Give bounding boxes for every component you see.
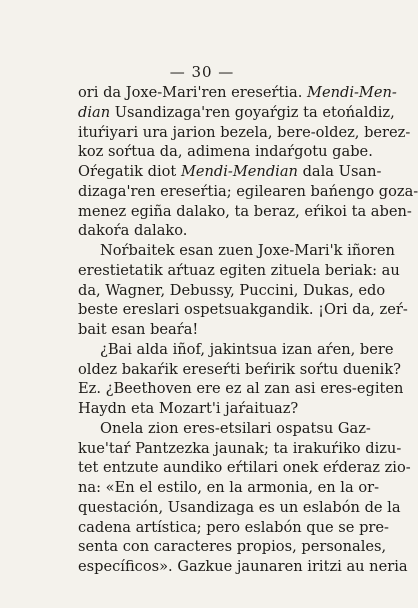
text-line: ituŕiyari ura jarion bezela, bere-oldez, berez- [78,123,411,141]
text-line: cadena artística; pero eslabón que se pre- [78,518,389,536]
text-line: específicos». Gazkue jaunaren iritzi au neria [78,558,408,575]
text-line: dakoŕa dalako. [78,222,188,240]
text-line: menez egiña dalako, ta beraz, eŕikoi ta aben- [78,202,412,220]
text-line: na: «En el estilo, en la armonia, en la or- [78,479,380,496]
text-line: da, Wagner, Debussy, Puccini, Dukas, edo [78,281,386,299]
text-line: Noŕbaitek esan zuen Joxe-Mari'k iñoren [100,242,395,259]
page-number: — 30 — [169,63,235,81]
text-line: questación, Usandizaga es un eslabón de la [78,498,401,516]
text-line: Oŕegatik diot Mendi-Mendian dala Usan- [78,163,382,180]
text-line: erestietatik aŕtuaz egiten zituela beriak: au [78,261,400,279]
text-line: senta con caracteres propios, personales, [78,538,387,556]
text-line: koz soŕtua da, adimena indaŕgotu gabe. [78,143,373,161]
text-line: oldez bakaŕik ereseŕti beŕirik soŕtu duenik? [78,360,402,378]
text-line: ¿Bai alda iñof, jakintsua izan aŕen, bere [100,340,394,358]
text-line: tet entzute aundiko eŕtilari onek eŕderaz zio- [78,459,411,477]
text-line: Ez. ¿Beethoven ere ez al zan asi eres-egiten [78,380,404,398]
text-line: dian Usandizaga'ren goyaŕgiz ta etońaldiz, [78,103,395,121]
text-line: dizaga'ren ereseŕtia; egilearen bańengo goza- [78,182,418,200]
text-line: Haydn eta Mozart'i jaŕaituaz? [78,400,299,417]
text-line: bait esan beaŕa! [78,321,199,338]
text-line: kue'taŕ Pantzezka jaunak; ta irakuŕiko dizu- [78,439,402,457]
text-line: Onela zion eres-etsilari ospatsu Gaz- [100,419,371,437]
text-line: ori da Joxe-Mari'ren ereseŕtia. Mendi-Men- [78,84,397,101]
body-text [78,83,418,577]
text-line: beste ereslari ospetsuakgandik. ¡Ori da, zeŕ- [78,301,408,319]
